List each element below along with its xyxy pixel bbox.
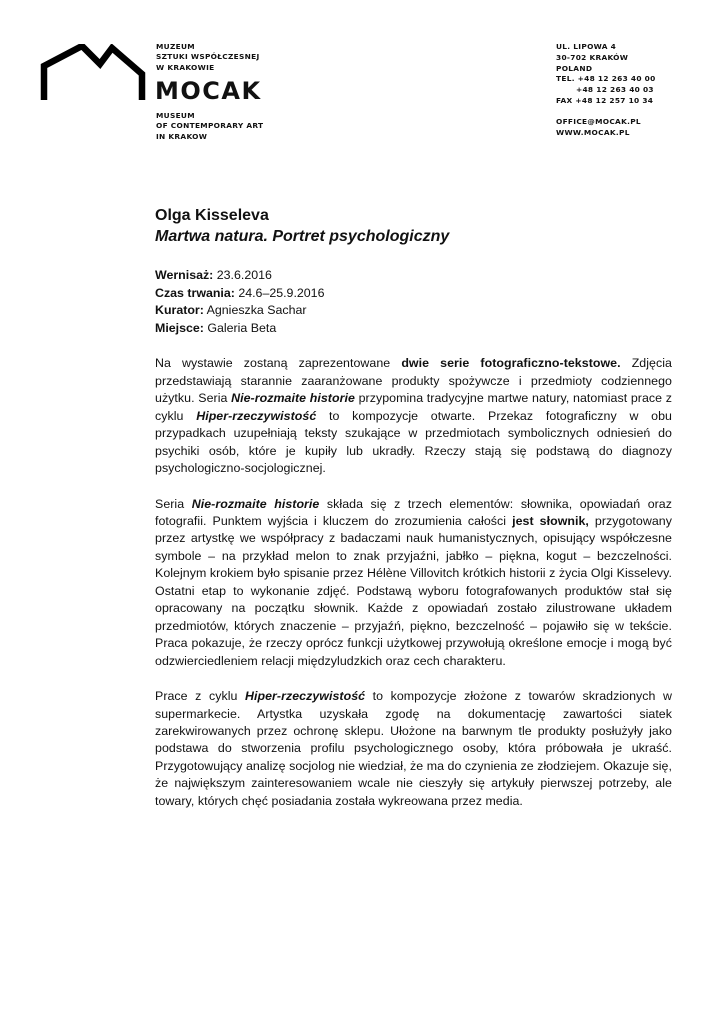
phone-line: TEL. +48 12 263 40 00 [556, 74, 656, 84]
exhibition-title: Martwa natura. Portret psychologiczny [155, 228, 450, 245]
address-line: POLAND [556, 63, 593, 73]
phone-line-2: +48 12 263 40 03 [576, 85, 654, 95]
text-run: Prace z cyklu [155, 689, 245, 704]
address-line: 30-702 KRAKÓW [556, 52, 629, 62]
series-name-emphasis: Hiper-rzeczywistość [196, 408, 317, 423]
detail-label: Kurator: [155, 303, 204, 318]
exhibition-details [155, 267, 672, 337]
fax-line: FAX +48 12 257 10 34 [556, 95, 654, 105]
text-run: składa się z trzech elementów: słownika, opowiadań oraz fotografii. Punktem wyjścia i kluczem do zrozumienia całości [155, 496, 672, 528]
org-pl-line: MUZEUM [156, 42, 195, 51]
text-run: Zdjęcia przedstawiają starannie zaaranżowane produkty spożywcze i przedmioty codziennego użytku. Seria [155, 356, 672, 406]
text-run: przygotowany przez artystkę we współpracy z badaczami nauk humanistycznych, opisujący współczesne symbole – na przykład melon to znak przyjaźni, jabłko – piękna, kogut – bezczelności. Kolejnym krokiem było spisanie przez Hélène Villovitch krótkich historii z życia Olgi Kisselevy. Ostatni etap to wykonanie zdjęć. Podstawą wyboru fotografowanych produktów stał się opracowany na początku słownik. Każde z opowiadań zostało zilustrowane układem przedmiotów, których znaczenie – przyjaźń, piękno, bezczelność – pojawiło się w tekście. Praca pokazuje, że rzeczy oprócz funkcji użytkowej przywołują określone emocje i mogą być odzwierciedleniem relacji międzyludzkich oraz cech charakteru. [155, 514, 672, 668]
detail-value: Galeria Beta [207, 320, 277, 335]
detail-label: Czas trwania: [155, 285, 235, 300]
text-run: przypomina tradycyjne martwe natury, natomiast prace z cyklu [155, 391, 673, 423]
series-name-emphasis: Nie-rozmaite historie [191, 496, 320, 511]
artist-name: Olga Kisseleva [155, 207, 269, 224]
series-name-emphasis: Hiper-rzeczywistość [245, 689, 366, 704]
website-link[interactable]: WWW.MOCAK.PL [556, 127, 630, 137]
org-pl-line: SZTUKI WSPÓŁCZESNEJ [156, 52, 260, 62]
letterhead [0, 0, 725, 150]
text-run: to kompozycje otwarte. Przekaz fotograficzny w obu przypadkach uzupełniają teksty szukające w przedmiotach symbolicznych odniesień do psychiki osób, które je kupiły lub ukradły. Rzeczy stają się podstawą do diagnozy psychologiczno-socjologicznej. [155, 408, 672, 476]
text-run-bold: jest słownik, [512, 514, 589, 528]
text-run: to kompozycje złożone z towarów skradzionych w supermarkecie. Artystka uzyskała zgodę na dokumentację zawartości siatek zarekwirowanych przez ochronę sklepu. Ułożone na barwnym tle produkty posłużyły jako podstawa do stworzenia profilu psychologicznego osoby, która próbowała je ukraść. Przygotowujący analizę socjolog nie wiedział, że ma do czynienia ze złodziejem. Okazuje się, że największym zainteresowaniem wcale nie cieszyły się artykuły pierwszej potrzeby, ale towary, których chęć posiadania została wykreowana przez media. [155, 689, 672, 808]
address-line: UL. LIPOWA 4 [556, 42, 617, 51]
email-link[interactable]: OFFICE@MOCAK.PL [556, 117, 641, 126]
paragraph-series-one [155, 496, 672, 671]
detail-duration [155, 285, 672, 303]
org-en-line: IN KRAKOW [156, 131, 208, 141]
org-en-line: OF CONTEMPORARY ART [156, 121, 264, 131]
detail-label: Wernisaż: [155, 268, 214, 282]
mocak-house-outline-icon [40, 44, 146, 104]
detail-value: 24.6–25.9.2016 [238, 285, 325, 300]
text-run: Seria [155, 496, 192, 511]
detail-opening [155, 267, 672, 285]
detail-curator [155, 302, 672, 320]
org-name-english [156, 111, 263, 142]
org-name-polish [156, 42, 260, 73]
text-run: Na wystawie zostaną zaprezentowane [155, 356, 402, 371]
detail-venue [155, 320, 672, 338]
org-en-line: MUSEUM [156, 111, 195, 120]
text-run-bold: dwie serie fotograficzno-tekstowe. [401, 356, 621, 371]
detail-value: 23.6.2016 [216, 268, 272, 282]
paragraph-series-two [155, 688, 672, 810]
press-release-body [155, 205, 672, 810]
contact-web-block [556, 117, 641, 139]
paragraph-intro [155, 355, 672, 477]
org-logo-text: MOCAK [155, 77, 262, 105]
org-pl-line: W KRAKOWIE [156, 62, 215, 72]
detail-value: Agnieszka Sachar [206, 303, 307, 318]
contact-address-block [556, 42, 656, 107]
series-name-emphasis: Nie-rozmaite historie [231, 391, 355, 406]
detail-label: Miejsce: [155, 320, 204, 335]
